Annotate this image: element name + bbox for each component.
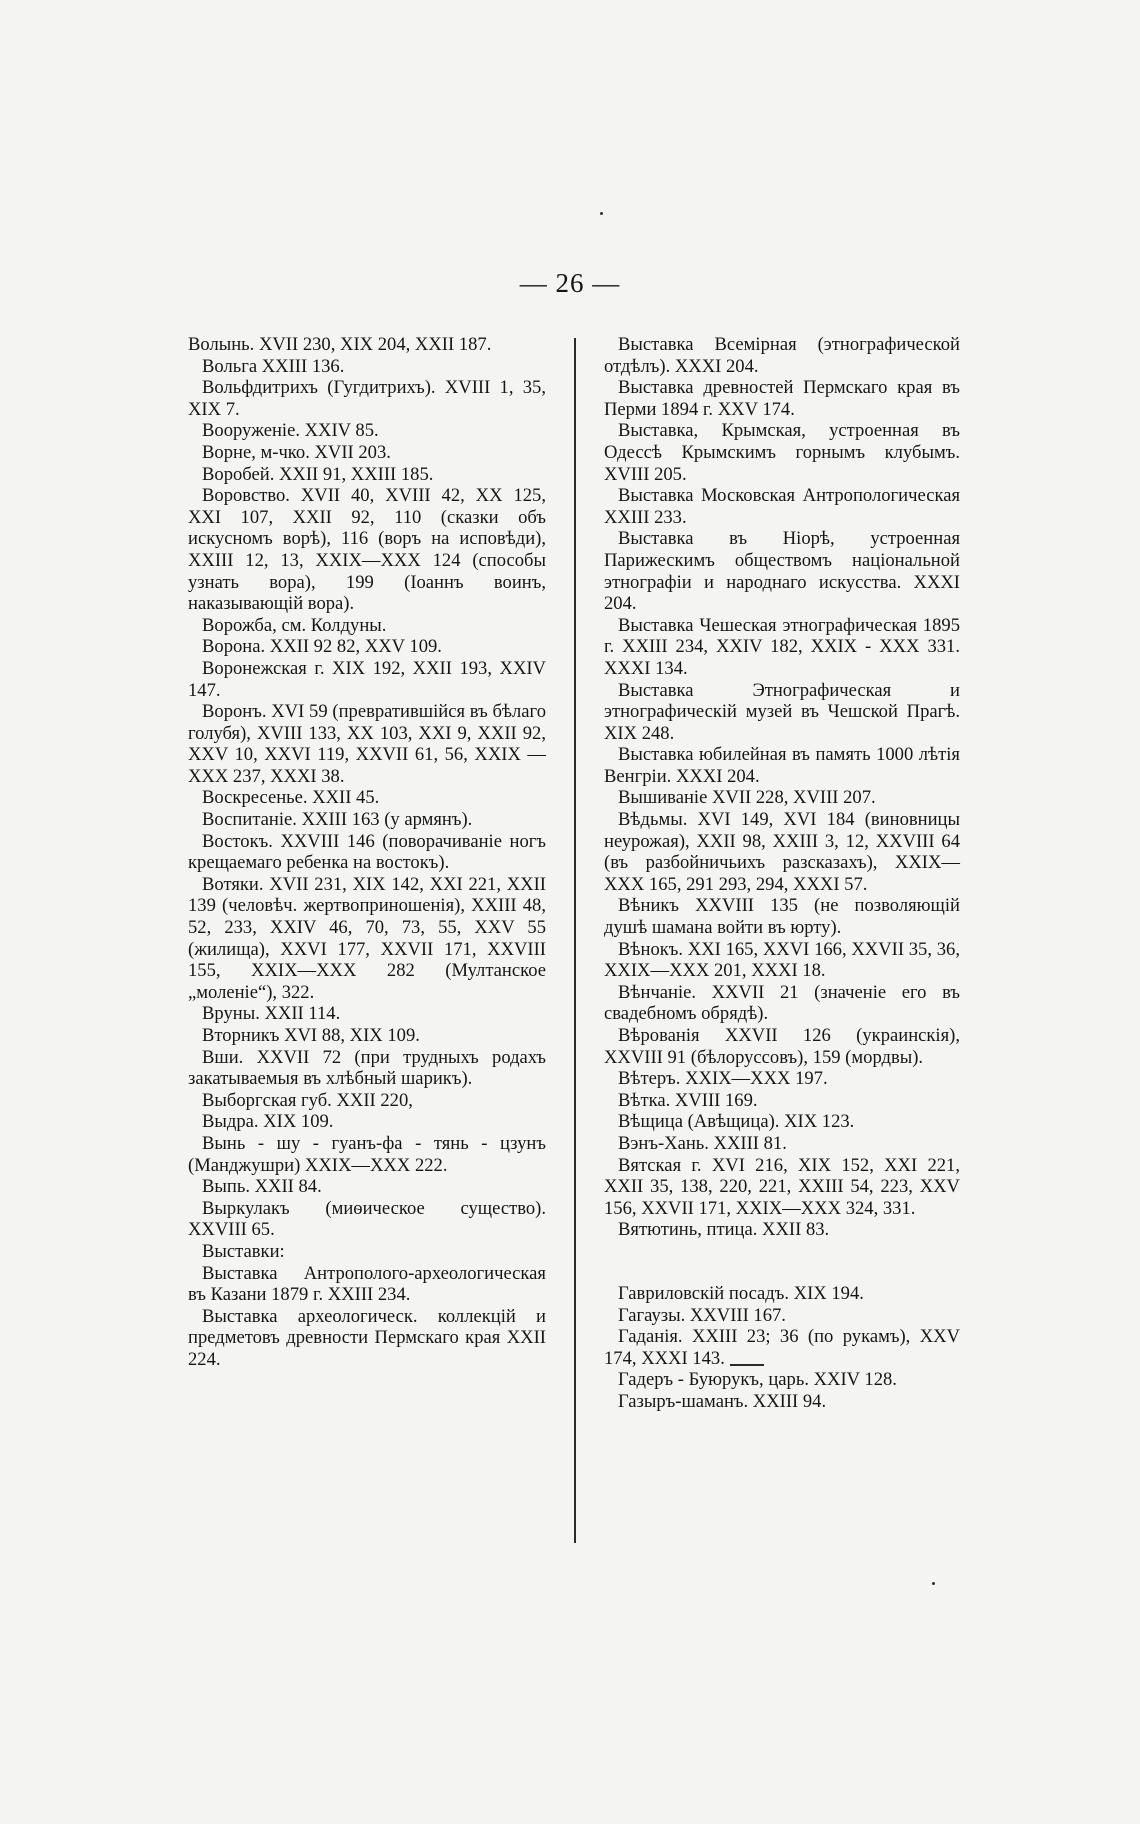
index-entry: Вольга XXIII 136. [202, 355, 345, 377]
index-entry: Выставка Всемірная (этнографической отдѣлъ). XXXI 204. [604, 334, 960, 377]
index-entry: Вынь - шу - гуанъ-фа - тянь - цзунъ (Манджушри) XXIX—XXX 222. [188, 1132, 546, 1176]
index-entry: Выставка Чешеская этнографическая 1895 г. XXIII 234, XXIV 182, XXIX - XXX 331. XXXI 134. [604, 614, 960, 679]
index-entry: Вѣщица (Авѣщица). XIX 123. [618, 1111, 855, 1133]
index-entry: Вышиваніе XVII 228, XVIII 207. [618, 787, 876, 809]
index-entry: Вторникъ XVI 88, XIX 109. [202, 1025, 420, 1046]
index-entry: Вѣнокъ. XXI 165, XXVI 166, XXVII 35, 36, XXIX—XXX 201, XXXI 18. [604, 938, 960, 982]
index-entry: Выставка археологическ. коллекцій и предметовъ древности Пермскаго края XXII 224. [188, 1305, 546, 1370]
index-entry: Вотяки. XVII 231, XIX 142, XXI 221, XXII 139 (человѣч. жертвоприношенія), XXIII 48, 52, 233, XXIV 46, 70, 73, 55, XXV 55 (жилища), XXVI 177, XXVII 171, XXVIII 155, XXIX—XXX 282 (Мултанское „моленіе“), 322. [188, 873, 546, 1003]
section-separator [730, 1364, 764, 1366]
column-divider [574, 338, 576, 1543]
index-entry: Выставка Антрополого-археологическая въ Казани 1879 г. XXIII 234. [188, 1262, 546, 1306]
index-entry: Газыръ-шаманъ. XXIII 94. [618, 1390, 827, 1412]
index-entry: Гагаузы. XXVIII 167. [618, 1304, 786, 1326]
index-entry: Воробей. XXII 91, XXIII 185. [202, 463, 434, 485]
index-entry: Выставка, Крымская, устроенная въ Одессѣ Крымскимъ горнымъ клубымъ. XVIII 205. [604, 420, 960, 485]
index-entry: Ворожба, см. Колдуны. [202, 614, 387, 636]
index-entry: Выставки: [202, 1240, 285, 1262]
index-entry: Гавриловскій посадъ. XIX 194. [618, 1282, 864, 1304]
index-entry: Вятютинь, птица. XXII 83. [618, 1219, 830, 1241]
index-entry: Вѣтка. XVIII 169. [618, 1089, 758, 1111]
index-entry: Выпь. XXII 84. [202, 1176, 322, 1198]
print-speck [600, 212, 603, 215]
index-entry: Вооруженіе. XXIV 85. [202, 420, 379, 442]
left-column [188, 334, 546, 1371]
index-entry: Вольфдитрихъ (Гугдитрихъ). XVIII 1, 35, XIX 7. [188, 377, 546, 420]
print-speck [932, 1582, 935, 1585]
index-entry: Ворона. XXII 92 82, XXV 109. [202, 636, 442, 658]
index-entry: Выставка Этнографическая и этнографическій музей въ Чешской Прагѣ. XIX 248. [604, 679, 960, 744]
index-entry: Вятская г. XVI 216, XIX 152, XXI 221, XXII 35, 138, 220, 221, XXIII 54, 223, XXV 156, XXVII 171, XXIX—XXX 324, 331. [604, 1154, 960, 1219]
index-entry: Выборгская губ. XXII 220, [202, 1089, 413, 1111]
index-entry: Вруны. XXII 114. [202, 1003, 341, 1025]
right-column [604, 334, 960, 1413]
index-entry: Гадеръ - Буюрукъ, царь. XXIV 128. [618, 1369, 897, 1391]
index-entry: Выркулакъ (миѳическое существо). XXVIII 65. [188, 1197, 546, 1241]
index-entry: Вѣрованія XXVII 126 (украинскія), XXVIII 91 (бѣлоруссовъ), 159 (мордвы). [604, 1025, 960, 1068]
index-entry: Воронежская г. XIX 192, XXII 193, XXIV 147. [188, 657, 546, 701]
page-number: — 26 — [519, 268, 621, 298]
index-entry: Вѣдьмы. XVI 149, XVI 184 (виновницы неурожая), XXII 98, XXIII 3, 12, XXVIII 64 (въ разбойничьихъ разсказахъ), XXIX—XXX 165, 291 293, 294, XXXI 57. [604, 809, 960, 895]
index-entry: Ворне, м-чко. XVII 203. [202, 441, 391, 463]
index-entry: Волынь. XVII 230, XIX 204, XXII 187. [188, 334, 492, 355]
index-entry: Востокъ. XXVIII 146 (поворачиваніе ногъ крещаемаго ребенка на востокъ). [188, 830, 546, 874]
index-entry: Выставка въ Ніорѣ, устроенная Парижескимъ обществомъ національной этнографіи и народнаго искусства. XXXI 204. [604, 528, 960, 615]
index-entry: Выставка юбилейная въ память 1000 лѣтія Венгріи. XXXI 204. [604, 744, 960, 787]
index-entry: Выдра. XIX 109. [202, 1111, 334, 1133]
index-entry: Выставка древностей Пермскаго края въ Перми 1894 г. XXV 174. [604, 377, 960, 420]
index-entry: Вѣникъ XXVIII 135 (не позволяющій душѣ шамана войти въ юрту). [604, 895, 960, 939]
index-entry: Воскресенье. XXII 45. [202, 787, 380, 809]
index-entry: Вѣнчаніе. XXVII 21 (значеніе его въ свадебномъ обрядѣ). [604, 981, 960, 1025]
index-entry: Выставка Московская Антропологическая XXIII 233. [604, 485, 960, 528]
index-entry: Вэнъ-Хань. XXIII 81. [618, 1132, 787, 1154]
index-entry: Вши. XXVII 72 (при трудныхъ родахъ закатываемыя въ хлѣбный шарикъ). [188, 1046, 546, 1090]
index-entry: Воронъ. XVI 59 (превратившійся въ бѣлаго голубя), XVIII 133, XX 103, XXI 9, XXII 92, XXV 10, XXVI 119, XXVII 61, 56, XXIX — XXX 237, XXXI 38. [188, 701, 546, 787]
index-entry: Воровство. XVII 40, XVIII 42, XX 125, XXI 107, XXII 92, 110 (сказки объ искусномъ ворѣ), 116 (воръ на исповѣди), XXIII 12, 13, XXIX—XXX 124 (способы узнать вора), 199 (Іоаннъ воинъ, наказывающій вора). [188, 485, 546, 615]
index-entry: Воспитаніе. XXIII 163 (у армянъ). [202, 809, 473, 831]
index-entry: Гаданія. XXIII 23; 36 (по рукамъ), XXV 174, XXXI 143. [604, 1326, 960, 1369]
index-entry: Вѣтеръ. XXIX—XXX 197. [618, 1068, 828, 1090]
